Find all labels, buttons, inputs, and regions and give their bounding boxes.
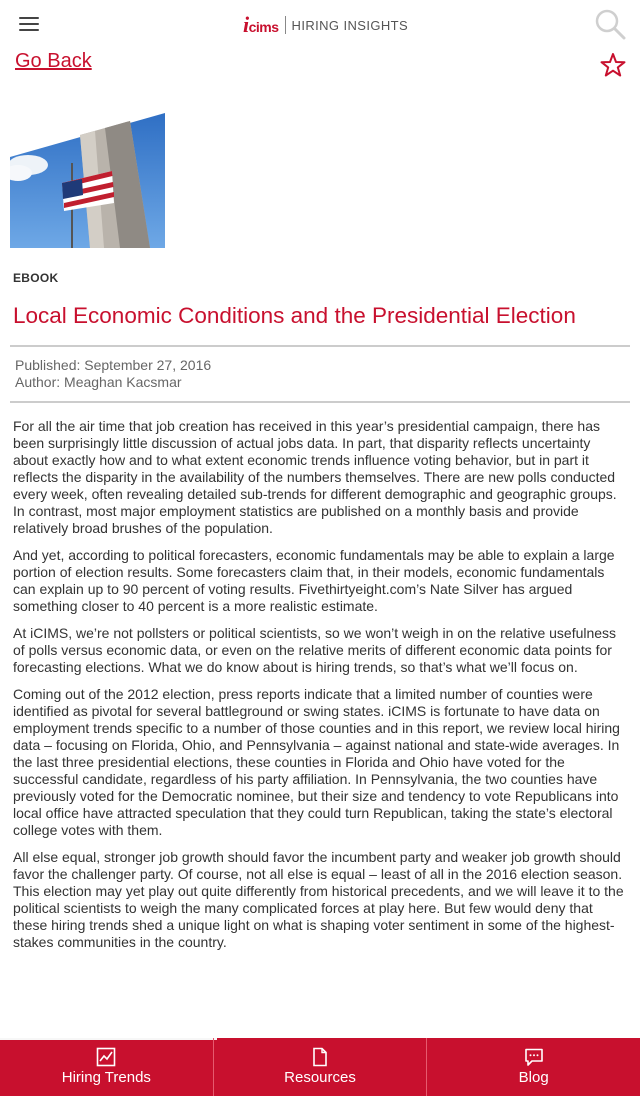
chat-bubble-icon [524, 1047, 544, 1067]
article-paragraph: For all the air time that job creation has received in this year’s presidential campaign, there has been surprisingly little discussion of actual jobs data. In part, that disparity reflects uncertainty about exactly how and to what extent economic trends influence voting behavior, but in part it reflects the disparity in the availability of the numbers themselves. There are new polls conducted every week, often revealing detailed sub-trends for different demographic and geographic groups. In contrast, most major employment statistics are published on a monthly basis and provide relatively broad brushes of the population. [13, 418, 617, 536]
published-date: Published: September 27, 2016 [15, 357, 212, 373]
go-back-link[interactable]: Go Back [15, 50, 92, 72]
divider-bottom [10, 401, 630, 403]
article-paragraph: And yet, according to political forecasters, economic fundamentals may be able to explain a large portion of election results. Some forecasters claim that, in their models, economic fundamentals can explain up to 90 percent of voting results. Fivethirtyeight.com’s Nate Silver has argued something closer to 40 percent is a more realistic estimate. [13, 547, 615, 614]
search-icon[interactable] [594, 8, 626, 40]
tab-blog[interactable] [427, 1038, 640, 1096]
tab-label: Hiring Trends [61, 1069, 151, 1086]
article-paragraph: Coming out of the 2012 election, press reports indicate that a limited number of counties were identified as pivotal for several battleground or swing states. iCIMS is fortunate to have data on employment trends specific to a number of those counties and in this report, we review local hiring data – focusing on Florida, Ohio, and Pennsylvania – against national and state-wide averages. In the last three presidential elections, these counties in Florida and Ohio have voted for the successful candidate, regardless of his party affiliation. In Pennsylvania, the two counties have previously voted for the Democratic nominee, but their size and tendency to vote Republicans into local office have attracted speculation that they could turn Republican, taking the state’s electoral college votes with them. [13, 686, 620, 838]
article-paragraph: At iCIMS, we’re not pollsters or political scientists, so we won’t weigh in on the relative usefulness of polls versus economic data, or even on the relative merits of different economic data points for forecasting elections. What we do know about is hiring trends, so that’s what we’ll focus on. [13, 625, 617, 675]
logo-divider [285, 16, 286, 34]
tab-label: Resources [284, 1069, 356, 1086]
author: Author: Meaghan Kacsmar [15, 374, 182, 390]
document-icon [310, 1047, 330, 1067]
article-category: EBOOK [13, 271, 59, 285]
article-body [13, 418, 628, 961]
article-meta [15, 357, 211, 391]
article-title: Local Economic Conditions and the Presidential Election [13, 303, 576, 328]
tab-label: Blog [518, 1069, 549, 1086]
app-header [0, 0, 640, 50]
star-outline-icon[interactable] [600, 52, 626, 78]
tab-hiring-trends[interactable] [0, 1038, 214, 1096]
tab-resources[interactable] [214, 1038, 428, 1096]
divider-top [10, 345, 630, 347]
article-paragraph: All else equal, stronger job growth should favor the incumbent party and weaker job growth should favor the challenger party. Of course, not all else is equal – least of all in the 2016 election season. This election may yet play out quite differently from historical precedents, and we will leave it to the political scientists to weigh the many complicated forces at play here. But few would deny that these hiring trends shed a unique light on what is shaping voter sentiment in some of the highest-stakes communities in the country. [13, 849, 624, 950]
bottom-tab-bar [0, 1038, 640, 1096]
icims-logo[interactable] [243, 10, 408, 40]
hero-image [10, 113, 165, 248]
logo-text: HIRING INSIGHTS [291, 17, 409, 33]
line-chart-icon [96, 1047, 116, 1067]
hamburger-menu-icon[interactable] [19, 17, 39, 33]
logo-brand: icims [243, 12, 279, 37]
